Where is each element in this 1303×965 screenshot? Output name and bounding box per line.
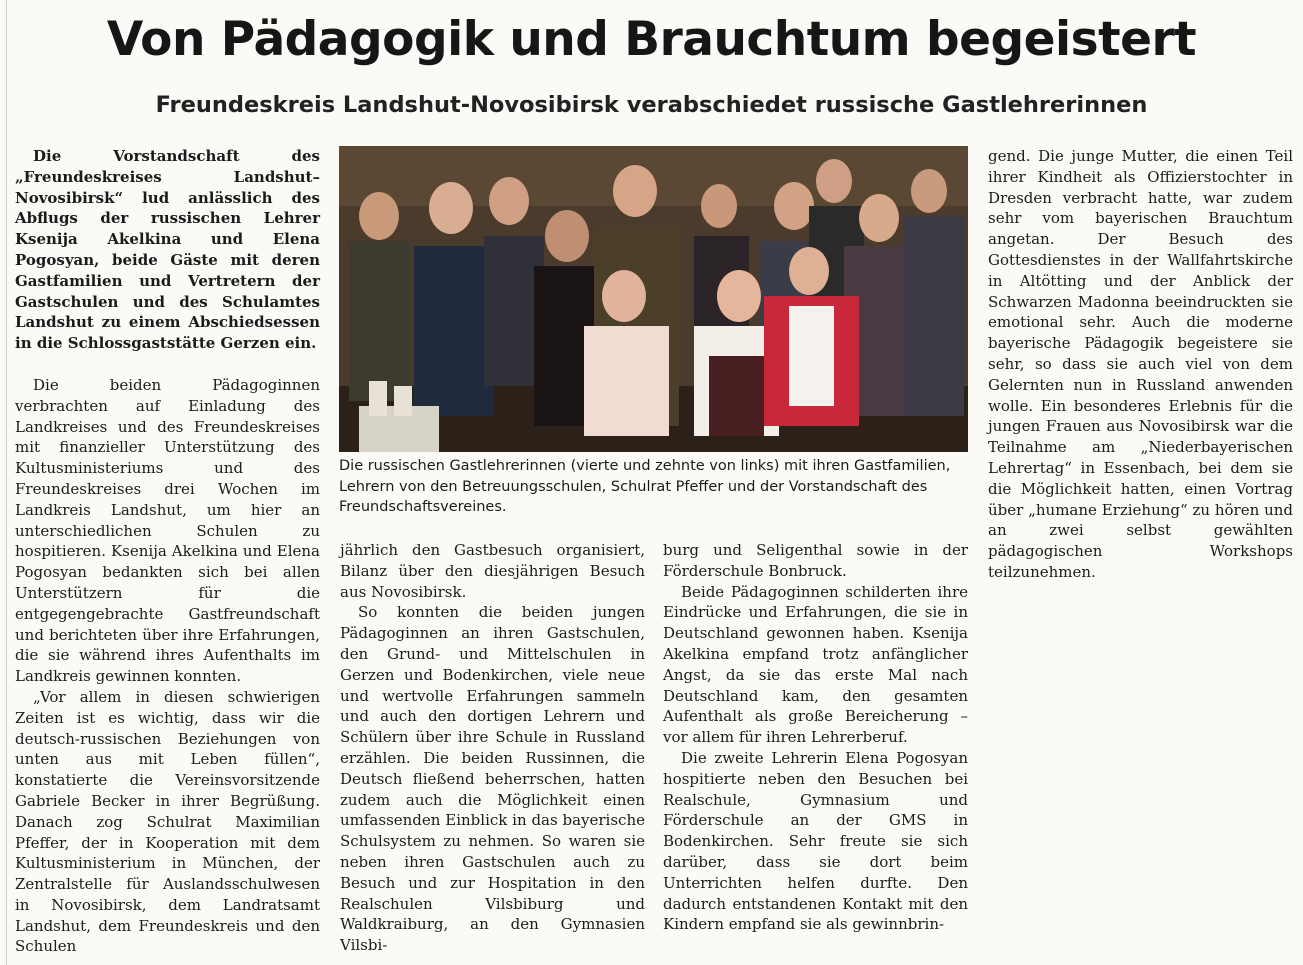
body-paragraph: burg und Seligenthal sowie in der Förderschule Bonbruck. [663, 541, 968, 580]
body-paragraph: gend. Die junge Mutter, die einen Teil ihrer Kindheit als Offizierstochter in Dresden verbracht hatte, war zudem sehr vom bayerischen Brauchtum angetan. Der Besuch des Gottesdienstes in der Wallfahrtskirche in Altötting und der Anblick der Schwarzen Madonna beeindruckten sie emotional sehr. Auch die moderne bayerische Pädagogik begeistere sie sehr, so dass sie auch viel von dem Gelernten nun in Russland anwenden wolle. Ein besonderes Erlebnis für die jungen Frauen aus Novosibirsk war die Teilnahme am „Niederbayerischen Lehrertag“ in Essenbach, bei dem sie die Möglichkeit hatten, einen Vortrag über „humane Erziehung“ zu hören und an zwei selbst gewählten pädagogischen Workshops teilzunehmen. [988, 147, 1293, 581]
body-paragraph: Beide Pädagoginnen schilderten ihre Eindrücke und Erfahrungen, die sie in Deutschland gewonnen haben. Ksenija Akelkina empfand trotz anfänglicher Angst, da sie das erste Mal nach Deutschland kam, den gesamten Aufenthalt als große Bereicherung – vor allem für ihren Lehrerberuf. [663, 582, 968, 747]
body-paragraph: „Vor allem in diesen schwierigen Zeiten ist es wichtig, dass wir die deutsch-russischen Beziehungen von unten aus mit Leben füllen“, konstatierte die Vereinsvorsitzende Gabriele Becker in ihrer Begrüßung. Danach zog Schulrat Maximilian Pfeffer, der in Kooperation mit dem Kultusministerium in München, der Zentralstelle für Auslandsschulwesen in Novosibirsk, dem Landratsamt Landshut, dem Freundeskreis und den Schulen [15, 687, 320, 956]
page-edge-line [6, 0, 7, 965]
subheadline: Freundeskreis Landshut-Novosibirsk verabschiedet russische Gastlehrerinnen [155, 92, 1148, 118]
body-paragraph: So konnten die beiden jungen Pädagoginnen an ihren Gastschulen, den Grund- und Mittelschulen in Gerzen und Bodenkirchen, viele neue und wertvolle Erfahrungen sammeln und auch den dortigen Lehrern und Schülern über ihre Schule in Russland erzählen. Die beiden Russinnen, die Deutsch fließend beherrschen, hatten zudem auch die Möglichkeit einen umfassenden Einblick in das bayerische Schulsystem zu nehmen. So waren sie neben ihren Gastschulen auch zu Besuch und zur Hospitation in den Realschulen Vilsbiburg und Waldkraiburg, an den Gymnasien Vilsbi- [340, 603, 645, 955]
group-photo [339, 146, 968, 452]
body-paragraph: Die beiden Pädagoginnen verbrachten auf Einladung des Landkreises und des Freundeskreises mit finanzieller Unterstützung des Kultusministeriums und des Freundeskreises drei Wochen im Landkreis Landshut, um hier an unterschiedlichen Schulen zu hospitieren. Ksenija Akelkina und Elena Pogosyan bedankten sich bei allen Unterstützern für die entgegengebrachte Gastfreundschaft und berichteten über ihre Erfahrungen, die sie während ihres Aufenthalts im Landkreis gewinnen konnten. [15, 375, 320, 686]
column-3 [663, 540, 968, 935]
body-paragraph: jährlich den Gastbesuch organisiert, Bilanz über den diesjährigen Besuch aus Novosibirsk. [340, 541, 645, 601]
photo-caption: Die russischen Gastlehrerinnen (vierte und zehnte von links) mit ihren Gastfamilien, Lehrern von den Betreuungsschulen, Schulrat Pfeffer und der Vorstandschaft des Freundschaftsvereines. [339, 458, 951, 515]
column-1 [15, 146, 320, 957]
column-2 [340, 540, 645, 956]
lead-paragraph: Die Vorstandschaft des „Freundeskreises Landshut–Novosibirsk“ lud anlässlich des Abflugs der russischen Lehrer Ksenija Akelkina und Elena Pogosyan, beide Gäste mit deren Gastfamilien und Vertretern der Gastschulen und des Schulamtes Landshut zu einem Abschiedsessen in die Schlossgaststätte Gerzen ein. [15, 147, 320, 353]
headline: Von Pädagogik und Brauchtum begeistert [106, 12, 1197, 67]
body-paragraph: Die zweite Lehrerin Elena Pogosyan hospitierte neben den Besuchen bei Realschule, Gymnasium und Förderschule an der GMS in Bodenkirchen. Sehr freute sie sich darüber, dass sie dort beim Unterrichten helfen durfte. Den dadurch entstandenen Kontakt mit den Kindern empfand sie als gewinnbrin- [663, 748, 968, 934]
column-4 [988, 146, 1293, 583]
